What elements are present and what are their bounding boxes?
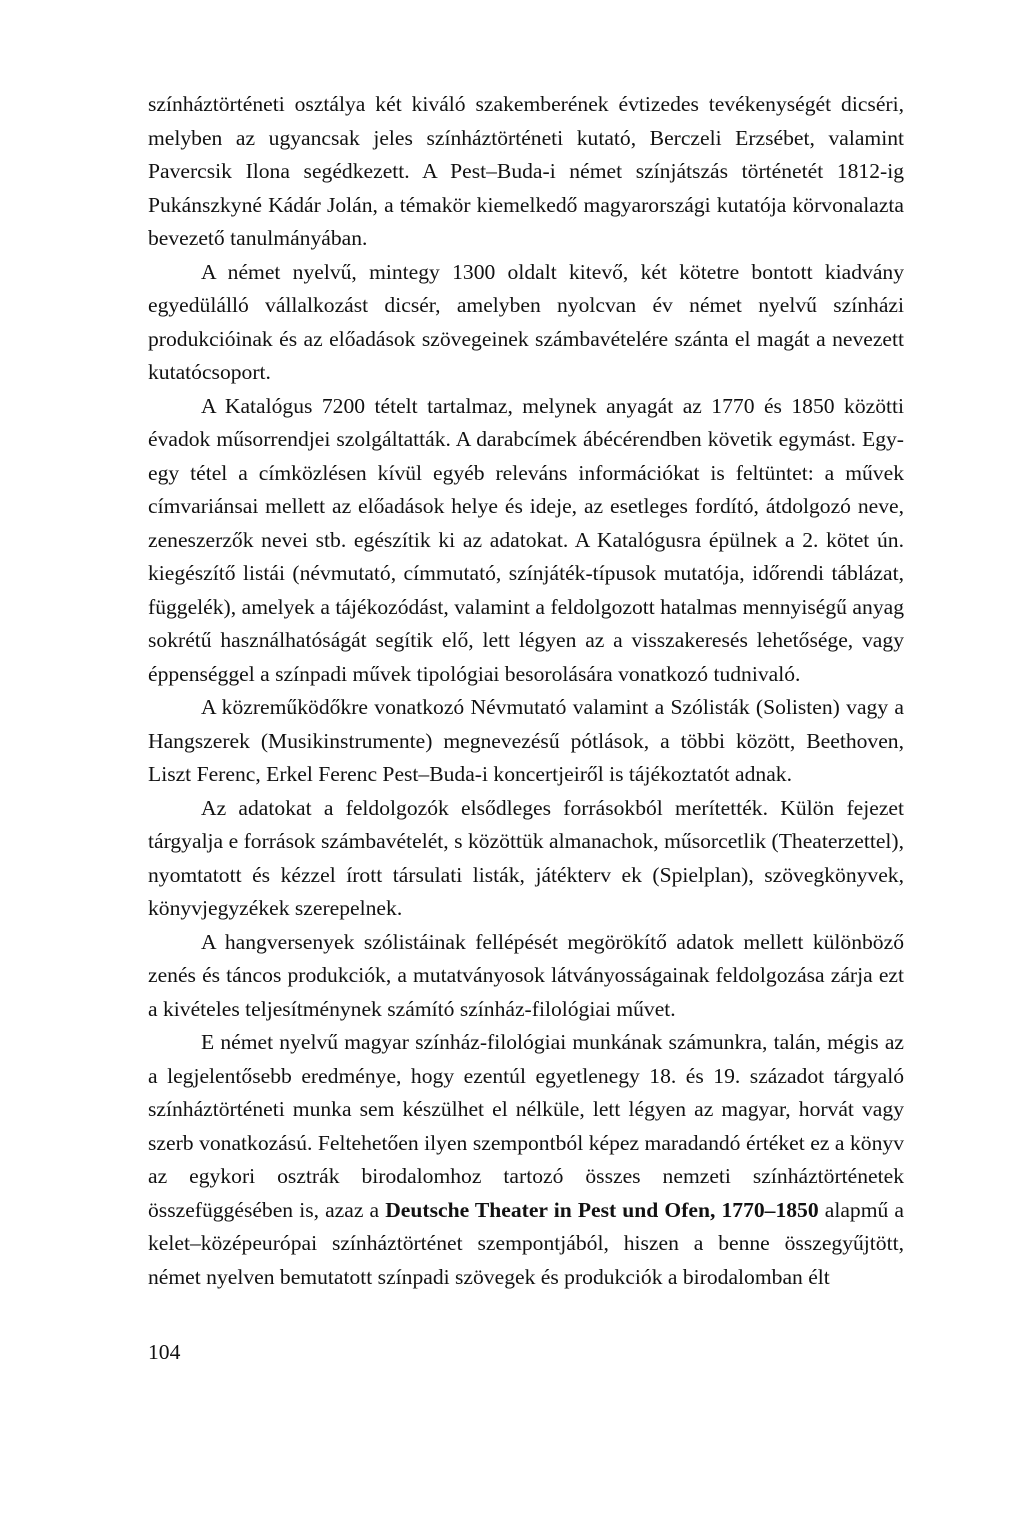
paragraph: A hangversenyek szólistáinak fellépését megörökítő adatok mellett különböző zenés és táncos produkciók, a mutatványosok látványosságainak feldolgozása zárja ezt a kivételes teljesítménynek számító színház-filológiai művet. [148, 929, 904, 1021]
paragraph-text: E német nyelvű magyar színház-filológiai munkának számunkra, talán, mégis az a legjelentősebb eredménye, hogy ezentúl egyetlenegy 18. és 19. századot tárgyaló színháztörténeti munka sem készülhet el nélküle, lett légyen az magyar, horvát vagy szerb vonatkozású. Feltehetően ilyen szempontból képez maradandó értéket ez a könyv az egykori osztrák birodalomhoz tartozó összes nemzeti színháztörténetek összefüggésében is, azaz a [148, 1030, 904, 1222]
paragraph: színháztörténeti osztálya két kiváló szakemberének évtizedes tevékenységét dicséri, melyben az ugyancsak jeles színháztörténeti kutató, Berczeli Erzsébet, valamint Pavercsik Ilona segédkezett. A Pest–Buda-i német színjátszás történetét 1812-ig Pukánszkyné Kádár Jolán, a témakör kiemelkedő magyarországi kutatója körvonalazta bevezető tanulmányában. [148, 92, 904, 250]
paragraph: A közreműködőkre vonatkozó Névmutató valamint a Szólisták (Solisten) vagy a Hangszerek (Musikinstrumente) megnevezésű pótlások, a többi között, Beethoven, Liszt Ferenc, Erkel Ferenc Pest–Buda-i koncertjeiről is tájékoztatót adnak. [148, 695, 904, 786]
paragraph-text: alapmű a kelet–középeurópai színháztörténet szempontjából, hiszen a benne összegyűjtött, német nyelven bemutatott színpadi szövegek és produkciók a birodalomban élt [148, 1197, 904, 1289]
page-body [148, 88, 904, 1294]
book-title: Deutsche Theater in Pest und Ofen, 1770–1850 [385, 1197, 819, 1222]
body-text [148, 88, 904, 1294]
paragraph: A Katalógus 7200 tételt tartalmaz, melynek anyagát az 1770 és 1850 közötti évadok műsorrendjei szolgáltatták. A darabcímek ábécérendben követik egymást. Egy-egy tétel a címközlésen kívül egyéb releváns információkat is feltüntet: a művek címvariánsai mellett az előadások helye és ideje, az esetleges fordító, átdolgozó neve, zeneszerzők nevei stb. egészítik ki az adatokat. A Katalógusra épülnek a 2. kötet ún. kiegészítő listái (névmutató, címmutató, színjáték-típusok mutatója, időrendi táblázat, függelék), amelyek a tájékozódást, valamint a feldolgozott hatalmas mennyiségű anyag sokrétű használhatóságát segítik elő, lett légyen az a visszakeresés lehetősége, vagy éppenséggel a színpadi művek tipológiai besorolására vonatkozó tudnivaló. [148, 393, 904, 686]
paragraph: A német nyelvű, mintegy 1300 oldalt kitevő, két kötetre bontott kiadvány egyedülálló vállalkozást dicsér, amelyben nyolcvan év német nyelvű színházi produkcióinak és az előadások szövegeinek számbavételére szánta el magát a nevezett kutatócsoport. [148, 259, 904, 384]
paragraph: Az adatokat a feldolgozók elsődleges forrásokból merítették. Külön fejezet tárgyalja e források számbavételét, s közöttük almanachok, műsorcetlik (Theaterzettel), nyomtatott és kézzel írott társulati listák, játékterv ek (Spielplan), szövegkönyvek, könyvjegyzékek szerepelnek. [148, 795, 904, 920]
page-number: 104 [148, 1340, 181, 1364]
paragraph-with-title [148, 1026, 904, 1294]
